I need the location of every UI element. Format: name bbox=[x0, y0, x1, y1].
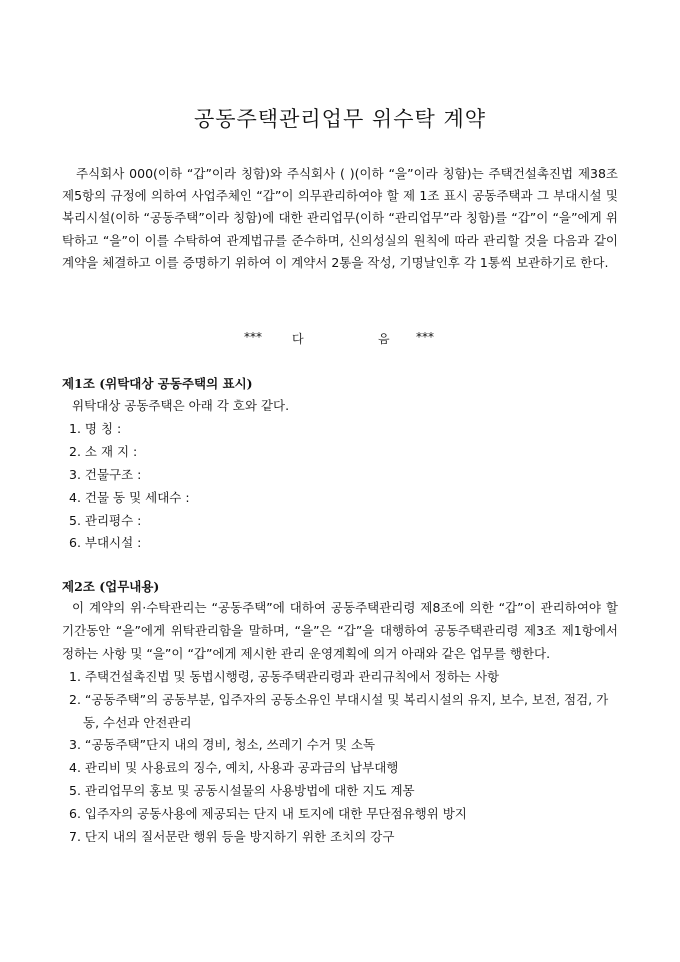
article2-list bbox=[62, 666, 618, 849]
article1-intro: 위탁대상 공동주택은 아래 각 호와 같다. bbox=[72, 398, 290, 413]
article2-heading: 제2조 (업무내용) bbox=[62, 579, 160, 594]
marker-word-eum: 음 bbox=[378, 332, 390, 346]
article1-body bbox=[62, 395, 618, 555]
article1-item-name: 1. 명 칭 : bbox=[69, 420, 122, 436]
article1-item-structure: 3. 건물구조 : bbox=[69, 466, 142, 482]
marker-stars-right: *** bbox=[416, 330, 434, 344]
article2-item-1: 1. 주택건설촉진법 및 동법시행령, 공동주택관리령과 관리규칙에서 정하는 사항 bbox=[69, 668, 500, 684]
article2-item-7: 7. 단지 내의 질서문란 행위 등을 방지하기 위한 조치의 강구 bbox=[69, 829, 395, 845]
article2-body bbox=[62, 597, 618, 849]
article1-item-buildings: 4. 건물 동 및 세대수 : bbox=[69, 489, 190, 505]
marker-stars-left: *** bbox=[244, 330, 262, 344]
article2-item-3: 3. “공동주택”단지 내의 경비, 청소, 쓰레기 수거 및 소독 bbox=[69, 737, 376, 753]
preamble bbox=[62, 163, 618, 274]
article2-item-6: 6. 입주자의 공동사용에 제공되는 단지 내 토지에 대한 무단점유행위 방지 bbox=[69, 806, 467, 822]
preamble-text: 주식회사 000(이하 “갑”이라 칭함)와 주식회사 ( )(이하 “을”이라 칭함)는 주택건설촉진법 제38조 제5항의 규정에 의하여 사업주체인 “갑”이 의무관리하여야 할 제 1조 표시 공동주택과 그 부대시설 및 복리시설(이하 “공동주택”이라 칭함)에 대한 관리업무(이하 “관리업무”라 칭함)를 “갑”이 “을”에게 위탁하고 “을”이 이를 수탁하여 관계법규를 준수하며, 신의성실의 원칙에 따라 관리할 것을 다음과 같이 계약을 체결하고 이를 증명하기 위하여 이 계약서 2통을 작성, 기명날인후 각 1통씩 보관하기로 한다. bbox=[62, 166, 618, 270]
article1-item-area: 5. 관리평수 : bbox=[69, 512, 142, 528]
section-marker bbox=[0, 330, 680, 348]
document-title: 공동주택관리업무 위수탁 계약 bbox=[193, 107, 487, 131]
article2-intro: 이 계약의 위·수탁관리는 “공동주택”에 대하여 공동주택관리령 제8조에 의한 “갑”이 관리하여야 할 기간동안 “을”에게 위탁관리함을 말하며, “을”은 “갑”을 대행하여 공동주택관리령 제3조 제1항에서 정하는 사항 및 “을”이 “갑”에게 제시한 관리 운영계획에 의거 아래와 같은 업무를 행한다. bbox=[62, 600, 618, 661]
article2-item-2: 2. “공동주택”의 공동부분, 입주자의 공동소유인 부대시설 및 복리시설의 유지, 보수, 보전, 점검, 가동, 수선과 안전관리 bbox=[69, 691, 609, 730]
article1-item-location: 2. 소 재 지 : bbox=[69, 443, 138, 459]
article1-list bbox=[62, 418, 618, 555]
article2-item-4: 4. 관리비 및 사용료의 징수, 예치, 사용과 공과금의 납부대행 bbox=[69, 760, 399, 776]
article1-item-facilities: 6. 부대시설 : bbox=[69, 535, 142, 551]
article1-heading: 제1조 (위탁대상 공동주택의 표시) bbox=[62, 376, 253, 391]
article2-item-5: 5. 관리업무의 홍보 및 공동시설물의 사용방법에 대한 지도 계몽 bbox=[69, 783, 415, 799]
marker-word-da: 다 bbox=[292, 332, 304, 346]
